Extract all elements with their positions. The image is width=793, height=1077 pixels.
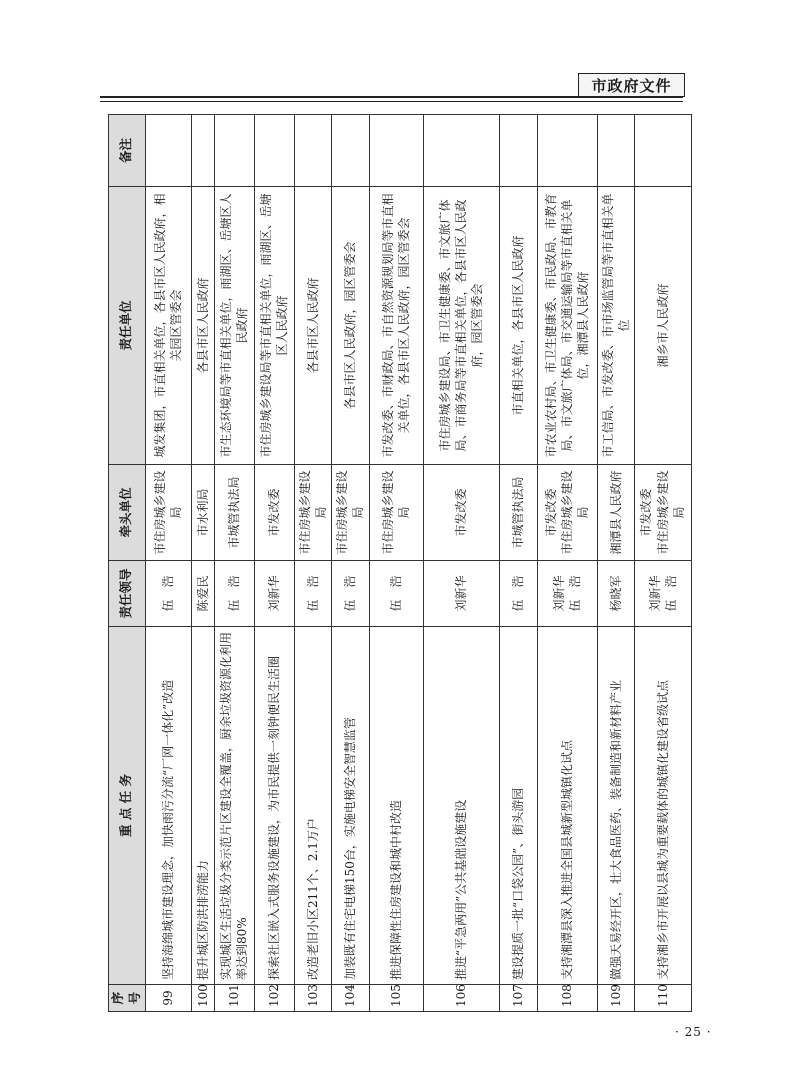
cell-resp-units: 市生态环境局等市直相关单位，雨湖区、岳塘区人民政府	[214, 187, 254, 465]
cell-task: 提升城区防洪排涝能力	[191, 627, 214, 985]
cell-no: 110	[634, 985, 691, 1012]
cell-task: 坚持海绵城市建设理念，加快雨污分流“厂网一体化”改造	[145, 627, 191, 985]
header-leader: 责任领导	[109, 561, 146, 627]
cell-lead-unit: 市住房城乡建设局	[294, 465, 331, 561]
cell-leader: 刘新华	[254, 561, 294, 627]
cell-no: 99	[145, 985, 191, 1012]
cell-remark	[214, 115, 254, 187]
header-rule-thin	[100, 101, 683, 102]
cell-remark	[331, 115, 369, 187]
cell-remark	[499, 115, 537, 187]
table-header-row	[109, 115, 146, 1012]
cell-leader: 刘新华	[423, 561, 499, 627]
cell-resp-units: 各县市区人民政府	[294, 187, 331, 465]
cell-resp-units: 市住房城乡建设局、市卫生健康委、市文旅广体局、市商务局等市直相关单位，各县市区人民政府，园区管委会	[423, 187, 499, 465]
cell-task: 改造老旧小区211个、2.1万户	[294, 627, 331, 985]
cell-leader: 刘新华 伍 浩	[537, 561, 597, 627]
cell-task: 支持湘乡市开展以县城为重要载体的城镇化建设省级试点	[634, 627, 691, 985]
cell-remark	[369, 115, 423, 187]
cell-lead-unit: 市发改委	[423, 465, 499, 561]
cell-remark	[145, 115, 191, 187]
page-number: · 25 ·	[675, 1025, 712, 1039]
cell-lead-unit: 市城管执法局	[499, 465, 537, 561]
cell-leader: 陈爱民	[191, 561, 214, 627]
cell-no: 107	[499, 985, 537, 1012]
cell-lead-unit: 市发改委 市住房城乡建设局	[634, 465, 691, 561]
cell-lead-unit: 市城管执法局	[214, 465, 254, 561]
cell-resp-units: 湘乡市人民政府	[634, 187, 691, 465]
cell-task: 推进“平急两用”公共基础设施建设	[423, 627, 499, 985]
cell-leader: 伍 浩	[331, 561, 369, 627]
header-resp-units: 责任单位	[109, 187, 146, 465]
cell-lead-unit: 市水利局	[191, 465, 214, 561]
table-row	[214, 115, 254, 1012]
cell-no: 103	[294, 985, 331, 1012]
cell-resp-units: 市工信局、市发改委、市市场监管局等市直相关单位	[597, 187, 634, 465]
cell-remark	[634, 115, 691, 187]
cell-task: 实现城区生活垃圾分类示范片区建设全覆盖，厨余垃圾资源化利用率达到80%	[214, 627, 254, 985]
header-lead-unit: 牵头单位	[109, 465, 146, 561]
cell-lead-unit: 市发改委	[254, 465, 294, 561]
cell-leader: 刘新华 伍 浩	[634, 561, 691, 627]
cell-no: 106	[423, 985, 499, 1012]
cell-resp-units: 市农业农村局、市卫生健康委、市民政局、市教育局、市文旅广体局、市交通运输局等市直相关单位，湘潭县人民政府	[537, 187, 597, 465]
table-row	[191, 115, 214, 1012]
table-row	[294, 115, 331, 1012]
header-task: 重 点 任 务	[109, 627, 146, 985]
cell-lead-unit: 市住房城乡建设局	[145, 465, 191, 561]
cell-resp-units: 市直相关单位，各县市区人民政府	[499, 187, 537, 465]
table-row	[369, 115, 423, 1012]
cell-task: 做强天易经开区，壮大食品医药、装备制造和新材料产业	[597, 627, 634, 985]
cell-no: 109	[597, 985, 634, 1012]
cell-resp-units: 各县市区人民政府，园区管委会	[331, 187, 369, 465]
cell-lead-unit: 市住房城乡建设局	[369, 465, 423, 561]
header-remark: 备注	[109, 115, 146, 187]
cell-task: 推进保障性住房建设和城中村改造	[369, 627, 423, 985]
cell-leader: 杨晓军	[597, 561, 634, 627]
cell-no: 102	[254, 985, 294, 1012]
table-row	[537, 115, 597, 1012]
cell-leader: 伍 浩	[145, 561, 191, 627]
cell-leader: 伍 浩	[369, 561, 423, 627]
table-row	[331, 115, 369, 1012]
cell-leader: 伍 浩	[214, 561, 254, 627]
cell-leader: 伍 浩	[499, 561, 537, 627]
cell-no: 101	[214, 985, 254, 1012]
cell-resp-units: 城发集团，市直相关单位，各县市区人民政府，相关园区管委会	[145, 187, 191, 465]
cell-no: 105	[369, 985, 423, 1012]
cell-resp-units: 市发改委、市财政局、市自然资源规划局等市直相关单位，各县市区人民政府，园区管委会	[369, 187, 423, 465]
cell-remark	[254, 115, 294, 187]
task-table	[108, 114, 692, 1012]
table-row	[634, 115, 691, 1012]
cell-lead-unit: 市发改委 市住房城乡建设局	[537, 465, 597, 561]
cell-remark	[537, 115, 597, 187]
cell-resp-units: 市住房城乡建设局等市直相关单位，雨湖区、岳塘区人民政府	[254, 187, 294, 465]
table-row	[597, 115, 634, 1012]
cell-remark	[191, 115, 214, 187]
header-no: 序号	[109, 985, 146, 1012]
cell-no: 100	[191, 985, 214, 1012]
cell-remark	[423, 115, 499, 187]
table-row	[499, 115, 537, 1012]
cell-leader: 伍 浩	[294, 561, 331, 627]
table-row	[254, 115, 294, 1012]
cell-no: 108	[537, 985, 597, 1012]
task-table-container	[108, 115, 686, 1012]
cell-lead-unit: 湘潭县人民政府	[597, 465, 634, 561]
cell-remark	[597, 115, 634, 187]
cell-task: 建设提质一批“口袋公园”、街头游园	[499, 627, 537, 985]
cell-task: 加装既有住宅电梯150台，实施电梯安全智慧监管	[331, 627, 369, 985]
cell-no: 104	[331, 985, 369, 1012]
cell-task: 探索社区嵌入式服务设施建设，为市民提供一刻钟便民生活圈	[254, 627, 294, 985]
cell-lead-unit: 市住房城乡建设局	[331, 465, 369, 561]
header-rule-thick	[100, 96, 683, 98]
cell-task: 支持湘潭县深入推进全国县城新型城镇化试点	[537, 627, 597, 985]
document-category-tag: 市政府文件	[578, 73, 685, 97]
table-row	[423, 115, 499, 1012]
cell-remark	[294, 115, 331, 187]
cell-resp-units: 各县市区人民政府	[191, 187, 214, 465]
table-row	[145, 115, 191, 1012]
